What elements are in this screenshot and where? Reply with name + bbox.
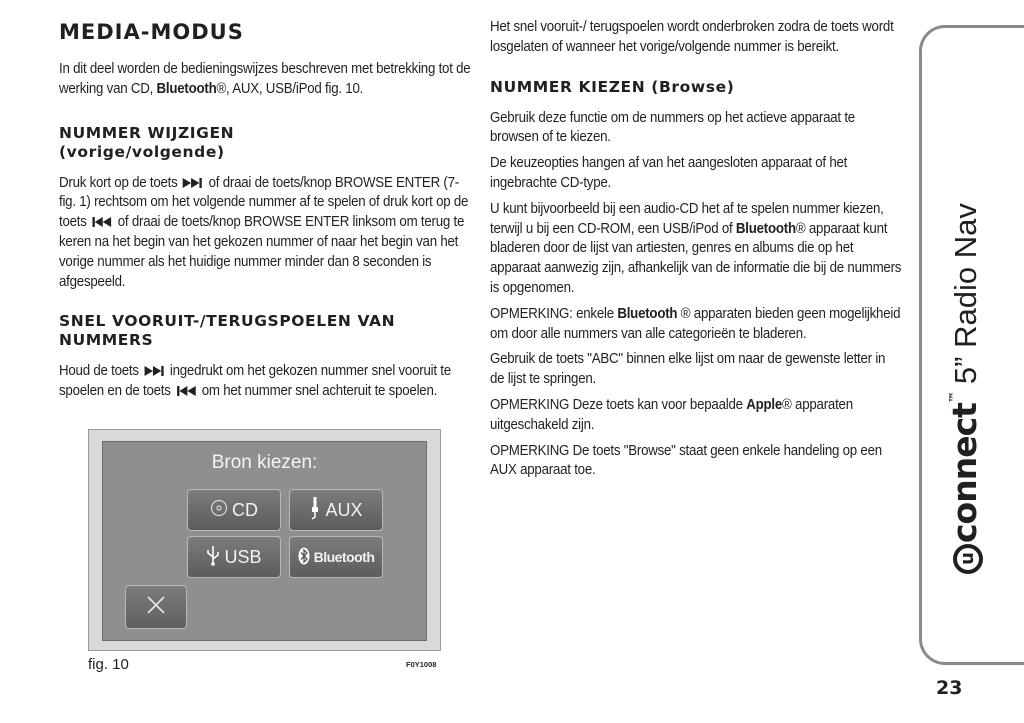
heading-browse: NUMMER KIEZEN (Browse) bbox=[490, 77, 735, 96]
abc-paragraph: Gebruik de toets "ABC" binnen elke lijst om naar de gewenste letter in de lijst te springen. bbox=[490, 351, 886, 388]
source-select-figure bbox=[88, 429, 441, 651]
browse-paragraph-3: U kunt bijvoorbeeld bij een audio-CD het af te spelen nummer kiezen, terwijl u bij een CD-ROM, een USB/iPod of Bluetooth® apparaat kunt bladeren door de lijst van artiesten, genres en albums die op het apparaat aanwezig zijn, afhankelijk van de informatie die bij de nummers is opgenomen. bbox=[490, 200, 902, 296]
note-browse-aux: OPMERKING De toets "Browse" staat geen enkele handeling op een AUX apparaat toe. bbox=[490, 442, 882, 479]
disc-icon bbox=[210, 499, 228, 522]
page-number: 23 bbox=[936, 677, 963, 699]
section-title-media-mode: MEDIA-MODUS bbox=[59, 20, 244, 44]
screen-title: Bron kiezen: bbox=[211, 452, 318, 473]
source-bluetooth-button[interactable]: Bluetooth bbox=[289, 536, 383, 578]
bluetooth-icon bbox=[298, 547, 310, 568]
aux-jack-icon bbox=[309, 496, 321, 525]
uconnect-logo: uconnect™ bbox=[945, 392, 984, 574]
source-usb-button[interactable]: USB bbox=[187, 536, 281, 578]
fast-forward-paragraph: Houd de toets ingedrukt om het gekozen nummer snel vooruit te spoelen en de toets om het nummer snel achteruit te spoelen. bbox=[59, 363, 451, 400]
brand-label bbox=[945, 203, 984, 574]
left-column bbox=[59, 18, 469, 408]
intro-paragraph: In dit deel worden de bedieningswijzes beschreven met betrekking tot de werking van CD, Bluetooth®, AUX, USB/iPod fig. 10. bbox=[59, 61, 471, 97]
note-bluetooth: OPMERKING: enkele Bluetooth ® apparaten bieden geen mogelijkheid om door alle nummers van alle categorieën te bladeren. bbox=[490, 305, 901, 342]
usb-icon bbox=[206, 544, 220, 571]
close-button[interactable] bbox=[125, 585, 187, 629]
right-column bbox=[490, 18, 900, 487]
source-aux-button[interactable]: AUX bbox=[289, 489, 383, 531]
figure-code: F0Y1008 bbox=[406, 660, 437, 669]
figure-caption: fig. 10 bbox=[88, 656, 129, 673]
browse-paragraph-1: Gebruik deze functie om de nummers op het actieve apparaat te browsen of te kiezen. bbox=[490, 109, 855, 146]
previous-track-icon bbox=[90, 216, 114, 228]
change-track-paragraph: Druk kort op de toets of draai de toets/knop BROWSE ENTER (7-fig. 1) rechtsom om het volgende nummer af te spelen of druk kort op de toets of draai de toets/knop BROWSE ENTER linksom om terug te keren na het begin van het gekozen nummer of naar het begin van het vorige nummer als het huidige nummer minder dan 8 seconden is afgespeeld. bbox=[59, 174, 469, 290]
heading-fast-forward-rewind: SNEL VOORUIT-/TERUGSPOELEN VAN NUMMERS bbox=[59, 312, 396, 350]
next-track-icon bbox=[142, 365, 166, 377]
next-track-icon bbox=[181, 177, 205, 189]
heading-change-track: NUMMER WIJZIGEN (vorige/volgende) bbox=[59, 123, 235, 161]
source-cd-button[interactable]: CD bbox=[187, 489, 281, 531]
fast-forward-interrupt-paragraph: Het snel vooruit-/ terugspoelen wordt onderbroken zodra de toets wordt losgelaten of wanneer het vorige/volgende nummer is bereikt. bbox=[490, 19, 894, 55]
note-apple: OPMERKING Deze toets kan voor bepaalde Apple® apparaten uitgeschakeld zijn. bbox=[490, 396, 853, 433]
close-icon bbox=[146, 595, 166, 620]
browse-paragraph-2: De keuzeopties hangen af van het aangesloten apparaat of het ingebrachte CD-type. bbox=[490, 155, 848, 191]
product-name: 5” Radio Nav bbox=[948, 203, 983, 385]
previous-track-icon bbox=[174, 385, 198, 397]
radio-screen bbox=[102, 441, 427, 641]
